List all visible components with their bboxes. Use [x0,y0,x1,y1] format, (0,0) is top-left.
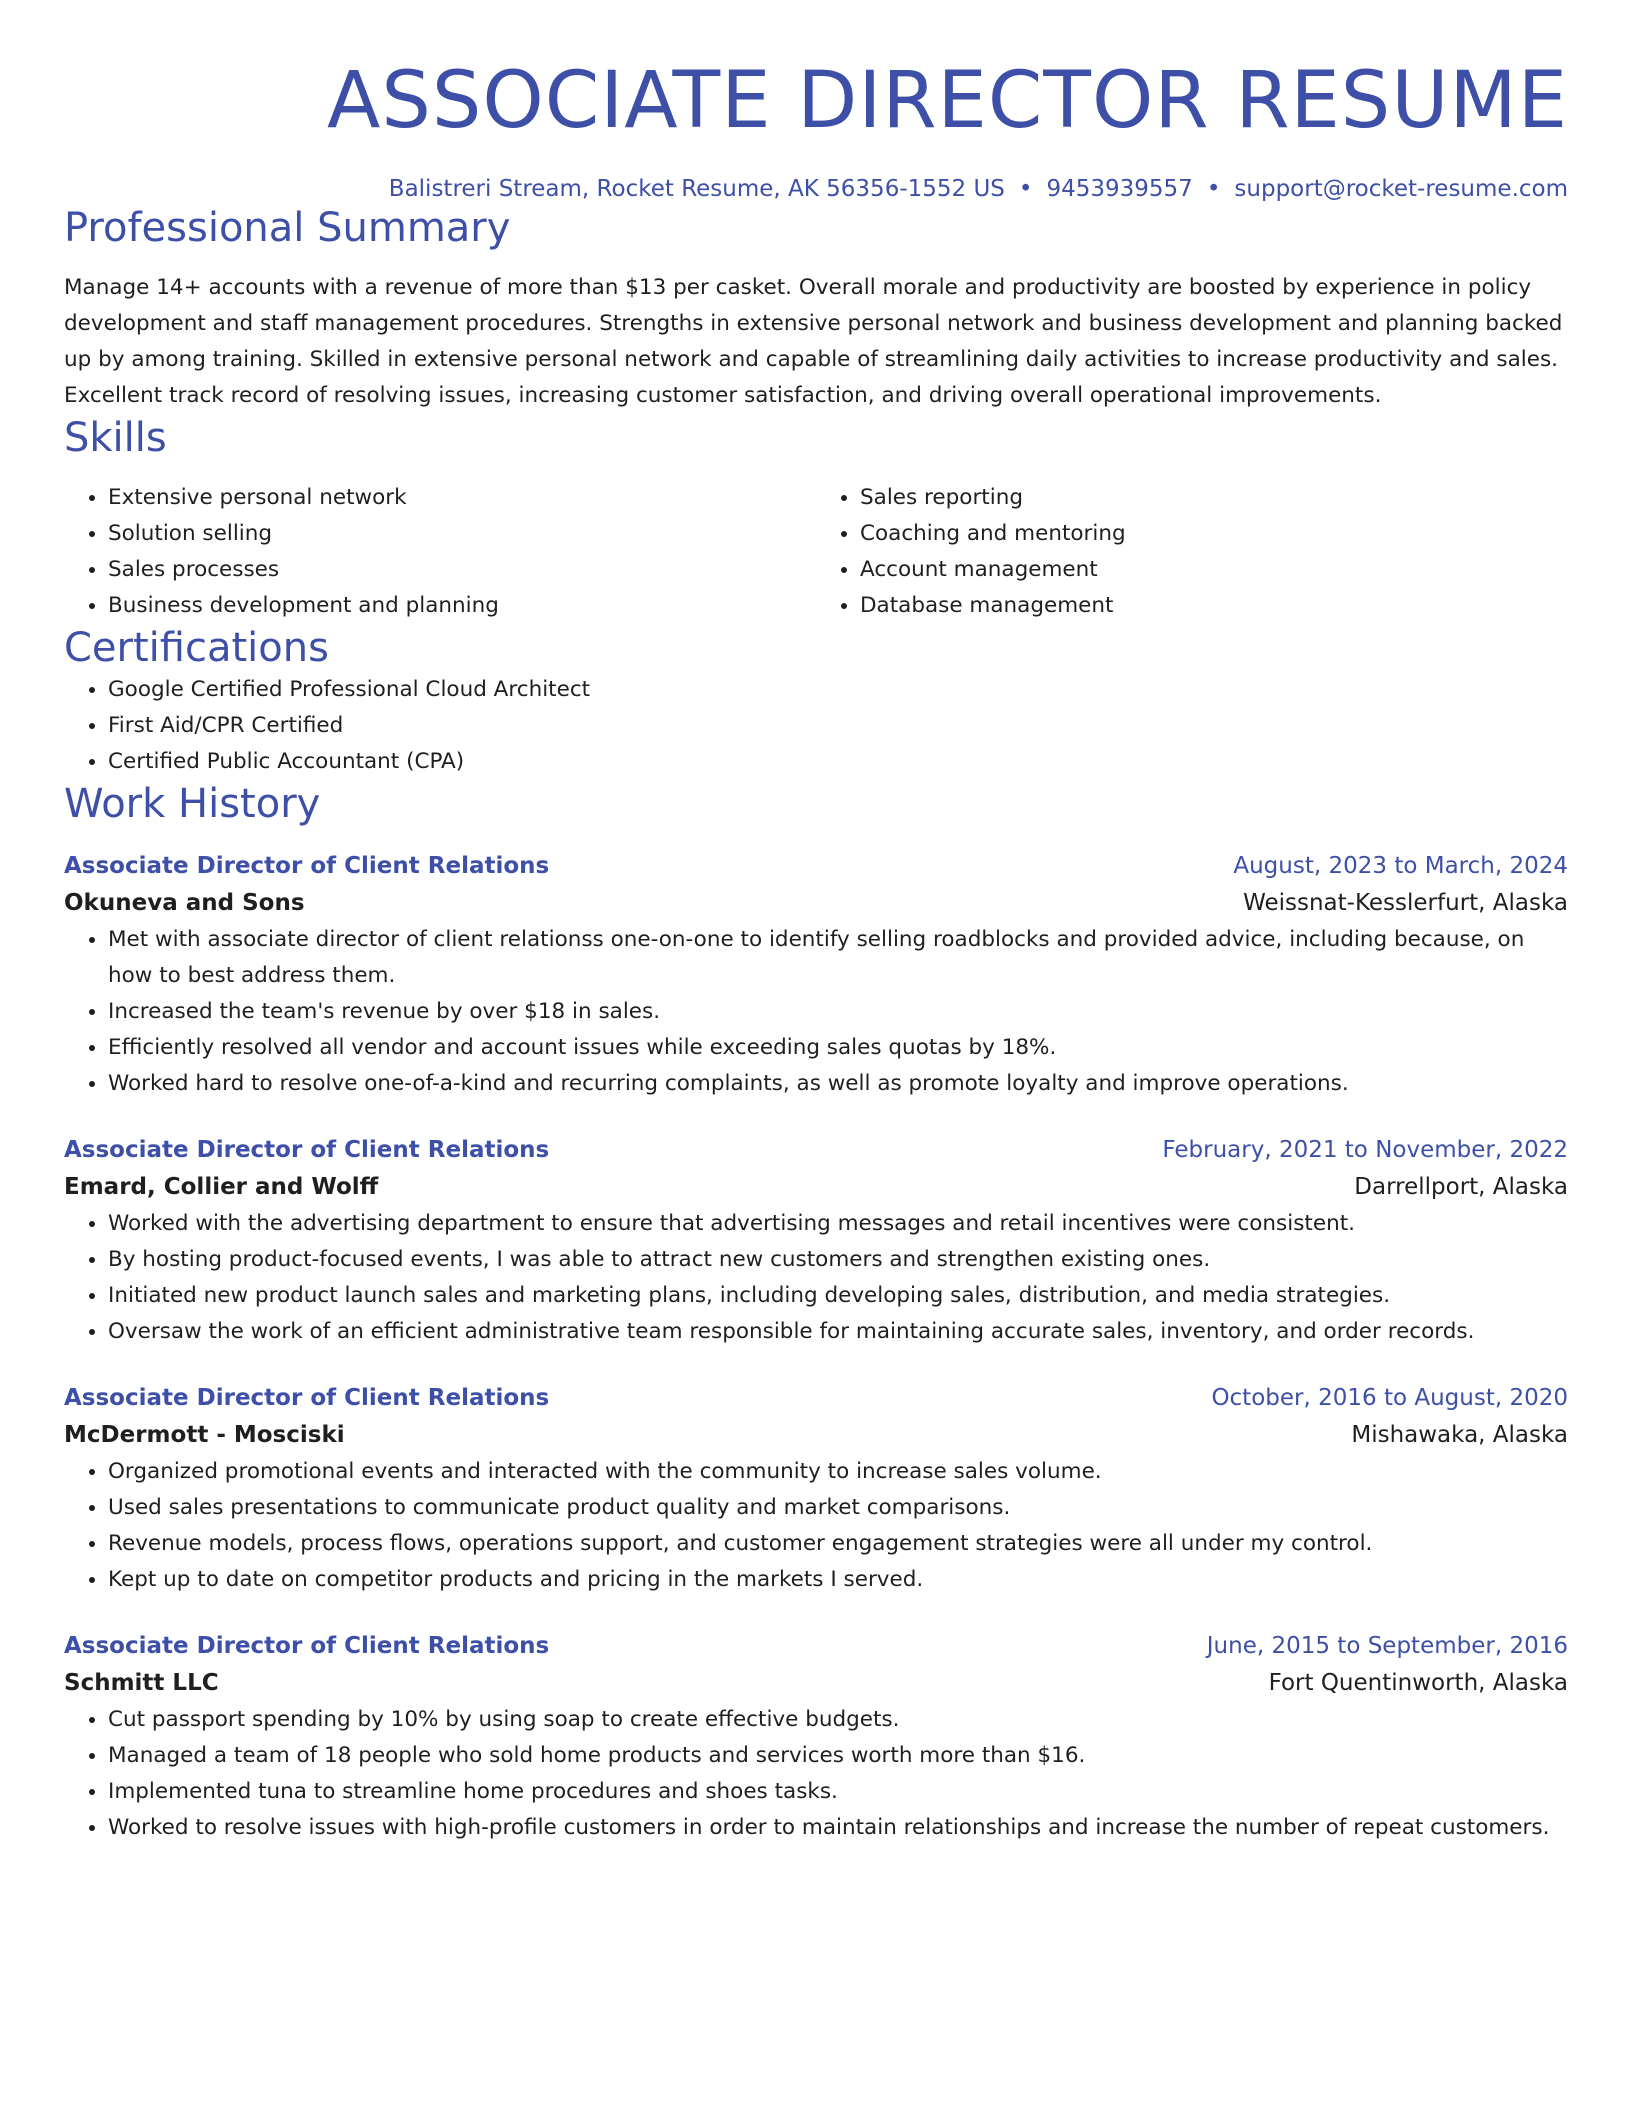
job-company-row [64,1168,1568,1206]
skill-item: • Sales reporting [860,480,1568,516]
summary-text: Manage 14+ accounts with a revenue of more than $13 per casket. Overall morale and productivity are boosted by experience in policy development and staff management procedures. Strengths in extensive personal network and business development and planning backed up by among training. Skilled in extensive personal network and capable of streamlining daily activities to increase productivity and sales. Excellent track record of resolving issues, increasing customer satisfaction, and driving overall operational improvements. [64,274,1563,408]
job-bullet: • Worked hard to resolve one-of-a-kind and recurring complaints, as well as promote loyalty and improve operations. [108,1066,1568,1102]
job-bullet: • Initiated new product launch sales and marketing plans, including developing sales, distribution, and media strategies. [108,1278,1568,1314]
skill-item: • Extensive personal network [108,480,816,516]
job-bullet: • Worked to resolve issues with high-profile customers in order to maintain relationships and increase the number of repeat customers. [108,1810,1568,1846]
job-company: McDermott - Mosciski [64,1421,345,1448]
job-bullet: • Revenue models, process flows, operations support, and customer engagement strategies were all under my control. [108,1526,1568,1562]
job-title: Associate Director of Client Relations [64,1384,550,1411]
resume-title: ASSOCIATE DIRECTOR RESUME [327,56,1568,146]
job-header-row [64,1628,1568,1664]
contact-phone: 9453939557 [1046,176,1193,202]
job-company: Emard, Collier and Wolff [64,1173,379,1200]
skill-item: • Account management [860,552,1568,588]
job-dates: February, 2021 to November, 2022 [1162,1136,1568,1163]
job-bullets [64,922,1568,1102]
certification-item: • Certified Public Accountant (CPA) [108,744,1568,780]
job-location: Darrellport, Alaska [1354,1173,1568,1200]
section-title-skills: Skills [64,414,167,461]
job-bullet: • Oversaw the work of an efficient administrative team responsible for maintaining accurate sales, inventory, and order records. [108,1314,1568,1350]
job-bullet: • Used sales presentations to communicate product quality and market comparisons. [108,1490,1568,1526]
certification-item: • First Aid/CPR Certified [108,708,1568,744]
job-location: Weissnat-Kesslerfurt, Alaska [1243,889,1568,916]
section-title-summary: Professional Summary [64,204,511,251]
certification-item: • Google Certified Professional Cloud Architect [108,672,1568,708]
job-bullet: • Organized promotional events and interacted with the community to increase sales volume. [108,1454,1568,1490]
contact-separator: • [1206,176,1221,202]
job-title: Associate Director of Client Relations [64,1632,550,1659]
contact-address: Balistreri Stream, Rocket Resume, AK 56356-1552 US [388,176,1005,202]
skills-list-right [816,480,1568,624]
job-company-row [64,1664,1568,1702]
job-entry [64,848,1568,1102]
certifications-list [64,672,1568,780]
contact-line [64,176,1568,204]
job-entry [64,1132,1568,1350]
skill-item: • Solution selling [108,516,816,552]
skill-item: • Sales processes [108,552,816,588]
job-bullet: • Increased the team's revenue by over $18 in sales. [108,994,1568,1030]
job-title: Associate Director of Client Relations [64,1136,550,1163]
job-dates: October, 2016 to August, 2020 [1211,1384,1568,1411]
skill-item: • Business development and planning [108,588,816,624]
job-bullets [64,1702,1568,1846]
job-bullet: • Managed a team of 18 people who sold home products and services worth more than $16. [108,1738,1568,1774]
job-bullets [64,1454,1568,1598]
job-company: Schmitt LLC [64,1669,219,1696]
skills-list-left [64,480,816,624]
job-entry [64,1380,1568,1598]
job-company: Okuneva and Sons [64,889,305,916]
contact-separator: • [1018,176,1033,202]
job-bullet: • Cut passport spending by 10% by using soap to create effective budgets. [108,1702,1568,1738]
skill-item: • Coaching and mentoring [860,516,1568,552]
job-entry [64,1628,1568,1846]
job-location: Fort Quentinworth, Alaska [1268,1669,1568,1696]
job-bullets [64,1206,1568,1350]
job-company-row [64,1416,1568,1454]
section-title-work-history: Work History [64,780,321,827]
job-bullet: • Efficiently resolved all vendor and account issues while exceeding sales quotas by 18%. [108,1030,1568,1066]
job-bullet: • By hosting product-focused events, I was able to attract new customers and strengthen existing ones. [108,1242,1568,1278]
job-title: Associate Director of Client Relations [64,852,550,879]
contact-email: support@rocket-resume.com [1234,176,1568,202]
job-header-row [64,1132,1568,1168]
job-bullet: • Worked with the advertising department to ensure that advertising messages and retail incentives were consistent. [108,1206,1568,1242]
job-bullet: • Met with associate director of client relationss one-on-one to identify selling roadblocks and provided advice, including because, on how to best address them. [108,922,1568,994]
section-title-certifications: Certifications [64,624,329,671]
skill-item: • Database management [860,588,1568,624]
job-bullet: • Kept up to date on competitor products and pricing in the markets I served. [108,1562,1568,1598]
job-dates: June, 2015 to September, 2016 [1206,1632,1568,1659]
job-header-row [64,1380,1568,1416]
job-header-row [64,848,1568,884]
skills-grid [64,480,1568,624]
job-dates: August, 2023 to March, 2024 [1233,852,1568,879]
job-bullet: • Implemented tuna to streamline home procedures and shoes tasks. [108,1774,1568,1810]
job-location: Mishawaka, Alaska [1351,1421,1568,1448]
job-company-row [64,884,1568,922]
